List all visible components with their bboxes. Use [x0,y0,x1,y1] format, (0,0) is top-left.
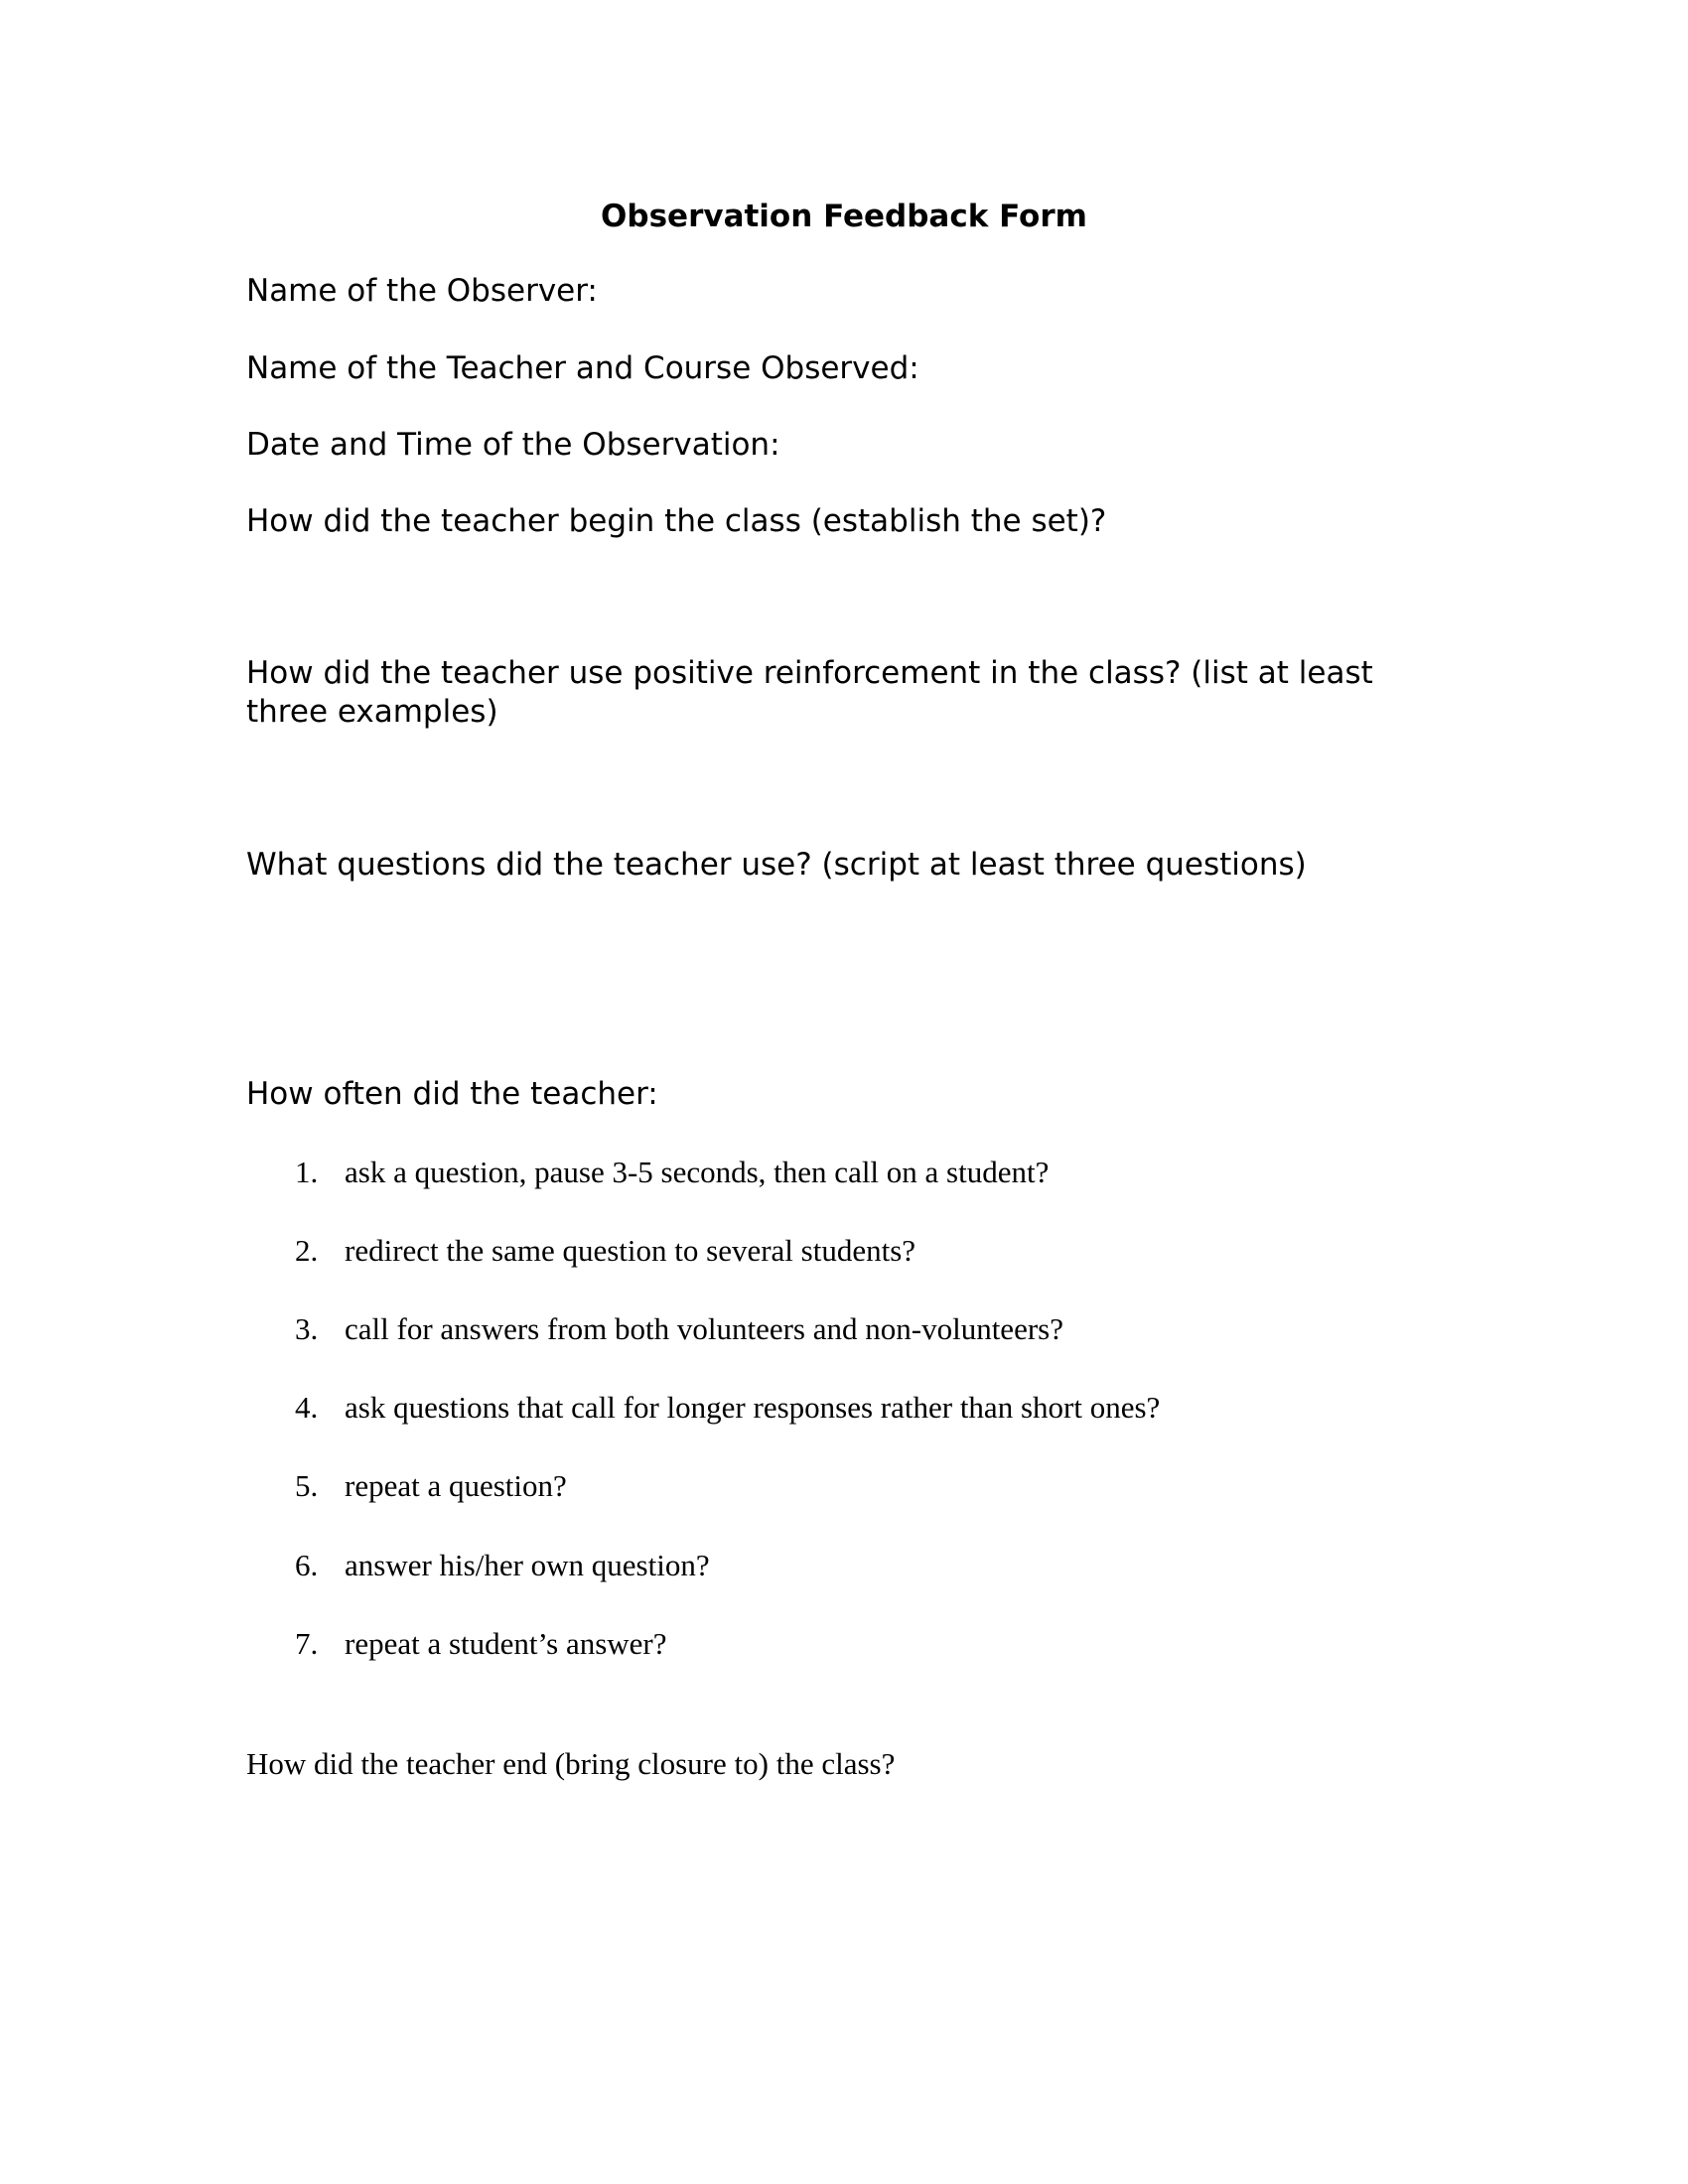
list-item-text: answer his/her own question? [345,1548,710,1582]
list-item-number: 4. [295,1390,319,1425]
form-title: Observation Feedback Form [601,199,1087,234]
question-class-begin: How did the teacher begin the class (establish the set)? [246,503,1107,539]
list-item-number: 1. [295,1155,319,1189]
list-item-text: redirect the same question to several students? [345,1233,916,1268]
question-positive-reinforcement: How did the teacher use positive reinforcement in the class? (list at least three examples) [246,655,1373,730]
question-teacher-questions: What questions did the teacher use? (script at least three questions) [246,847,1307,883]
teacher-course-label: Name of the Teacher and Course Observed: [246,350,919,386]
observer-name-label: Name of the Observer: [246,273,598,309]
list-item-number: 7. [295,1626,319,1661]
list-item-text: ask questions that call for longer responses rather than short ones? [345,1390,1161,1425]
list-item-text: repeat a question? [345,1468,567,1503]
frequency-heading: How often did the teacher: [246,1076,658,1112]
list-item-number: 2. [295,1233,319,1268]
list-item-text: call for answers from both volunteers and non-volunteers? [345,1311,1063,1346]
list-item-text: ask a question, pause 3-5 seconds, then call on a student? [345,1155,1050,1189]
list-item-text: repeat a student’s answer? [345,1626,667,1661]
question-class-closure: How did the teacher end (bring closure to) the class? [246,1746,896,1781]
list-item-number: 5. [295,1468,319,1503]
list-item-number: 3. [295,1311,319,1346]
list-item-number: 6. [295,1548,319,1582]
date-time-label: Date and Time of the Observation: [246,427,780,463]
